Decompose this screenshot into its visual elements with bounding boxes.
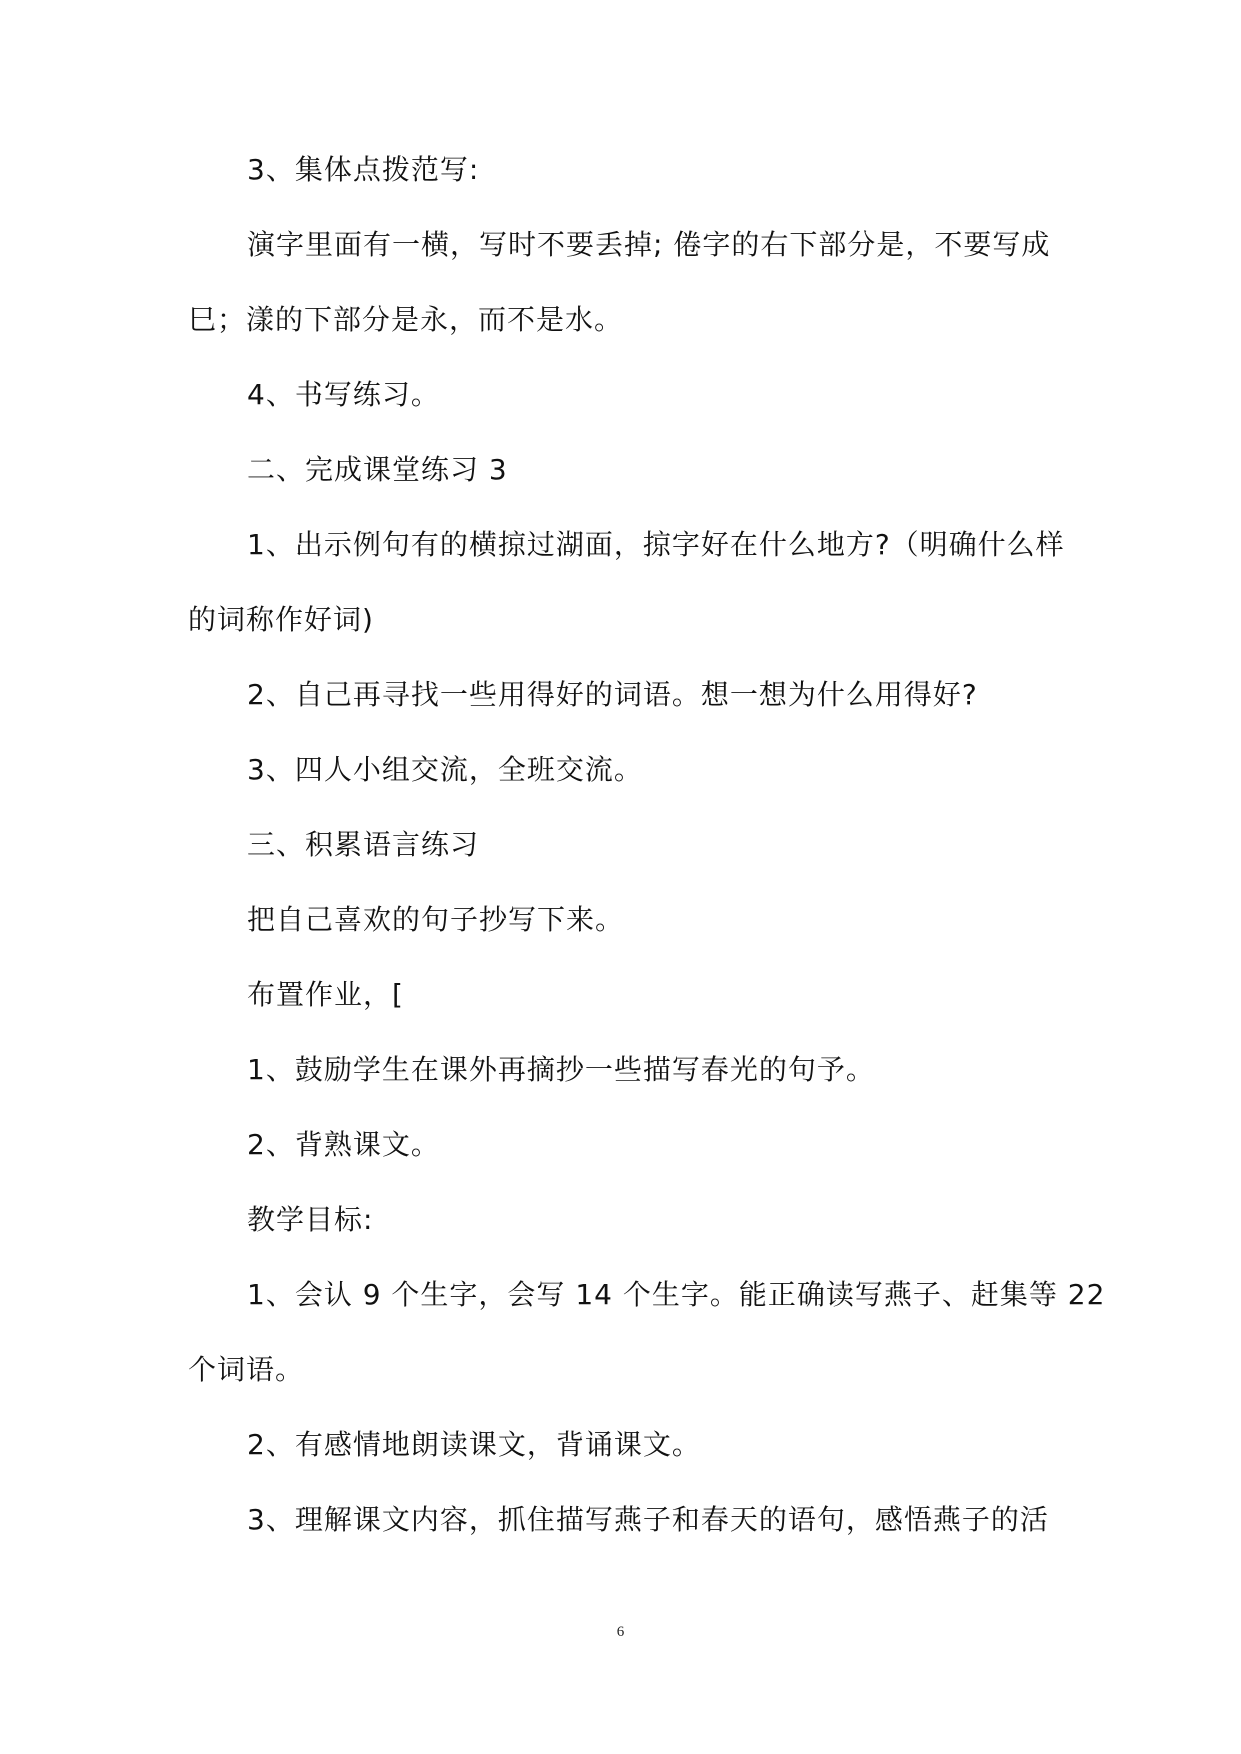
section-heading: 三、积累语言练习 <box>247 828 480 861</box>
text-line: 2、有感情地朗读课文，背诵课文。 <box>247 1428 701 1461</box>
text-line: 2、自己再寻找一些用得好的词语。想一想为什么用得好? <box>247 678 978 711</box>
text-line: 3、集体点拨范写: <box>247 153 480 186</box>
text-line: 的词称作好词) <box>188 603 374 636</box>
text-line: 个词语。 <box>188 1353 305 1386</box>
text-line: 2、背熟课文。 <box>247 1128 440 1161</box>
text-line: 1、会认 9 个生字，会写 14 个生字。能正确读写燕子、赶集等 22 <box>247 1278 1106 1311</box>
section-heading: 布置作业，[ <box>247 978 404 1011</box>
page-number: 6 <box>616 1624 625 1640</box>
section-heading: 二、完成课堂练习 3 <box>247 453 508 486</box>
text-line: 巳；漾的下部分是永，而不是水。 <box>188 303 624 336</box>
text-line: 4、书写练习。 <box>247 378 440 411</box>
text-line: 演字里面有一横，写时不要丢掉; 倦字的右下部分是，不要写成 <box>247 228 1051 261</box>
text-line: 把自己喜欢的句子抄写下来。 <box>247 903 625 936</box>
text-line: 1、鼓励学生在课外再摘抄一些描写春光的句予。 <box>247 1053 875 1086</box>
text-line: 3、四人小组交流，全班交流。 <box>247 753 643 786</box>
section-heading: 教学目标: <box>247 1203 374 1236</box>
text-line: 3、理解课文内容，抓住描写燕子和春天的语句，感悟燕子的活 <box>247 1503 1049 1536</box>
text-line: 1、出示例句有的横掠过湖面，掠字好在什么地方?（明确什么样 <box>247 528 1065 561</box>
